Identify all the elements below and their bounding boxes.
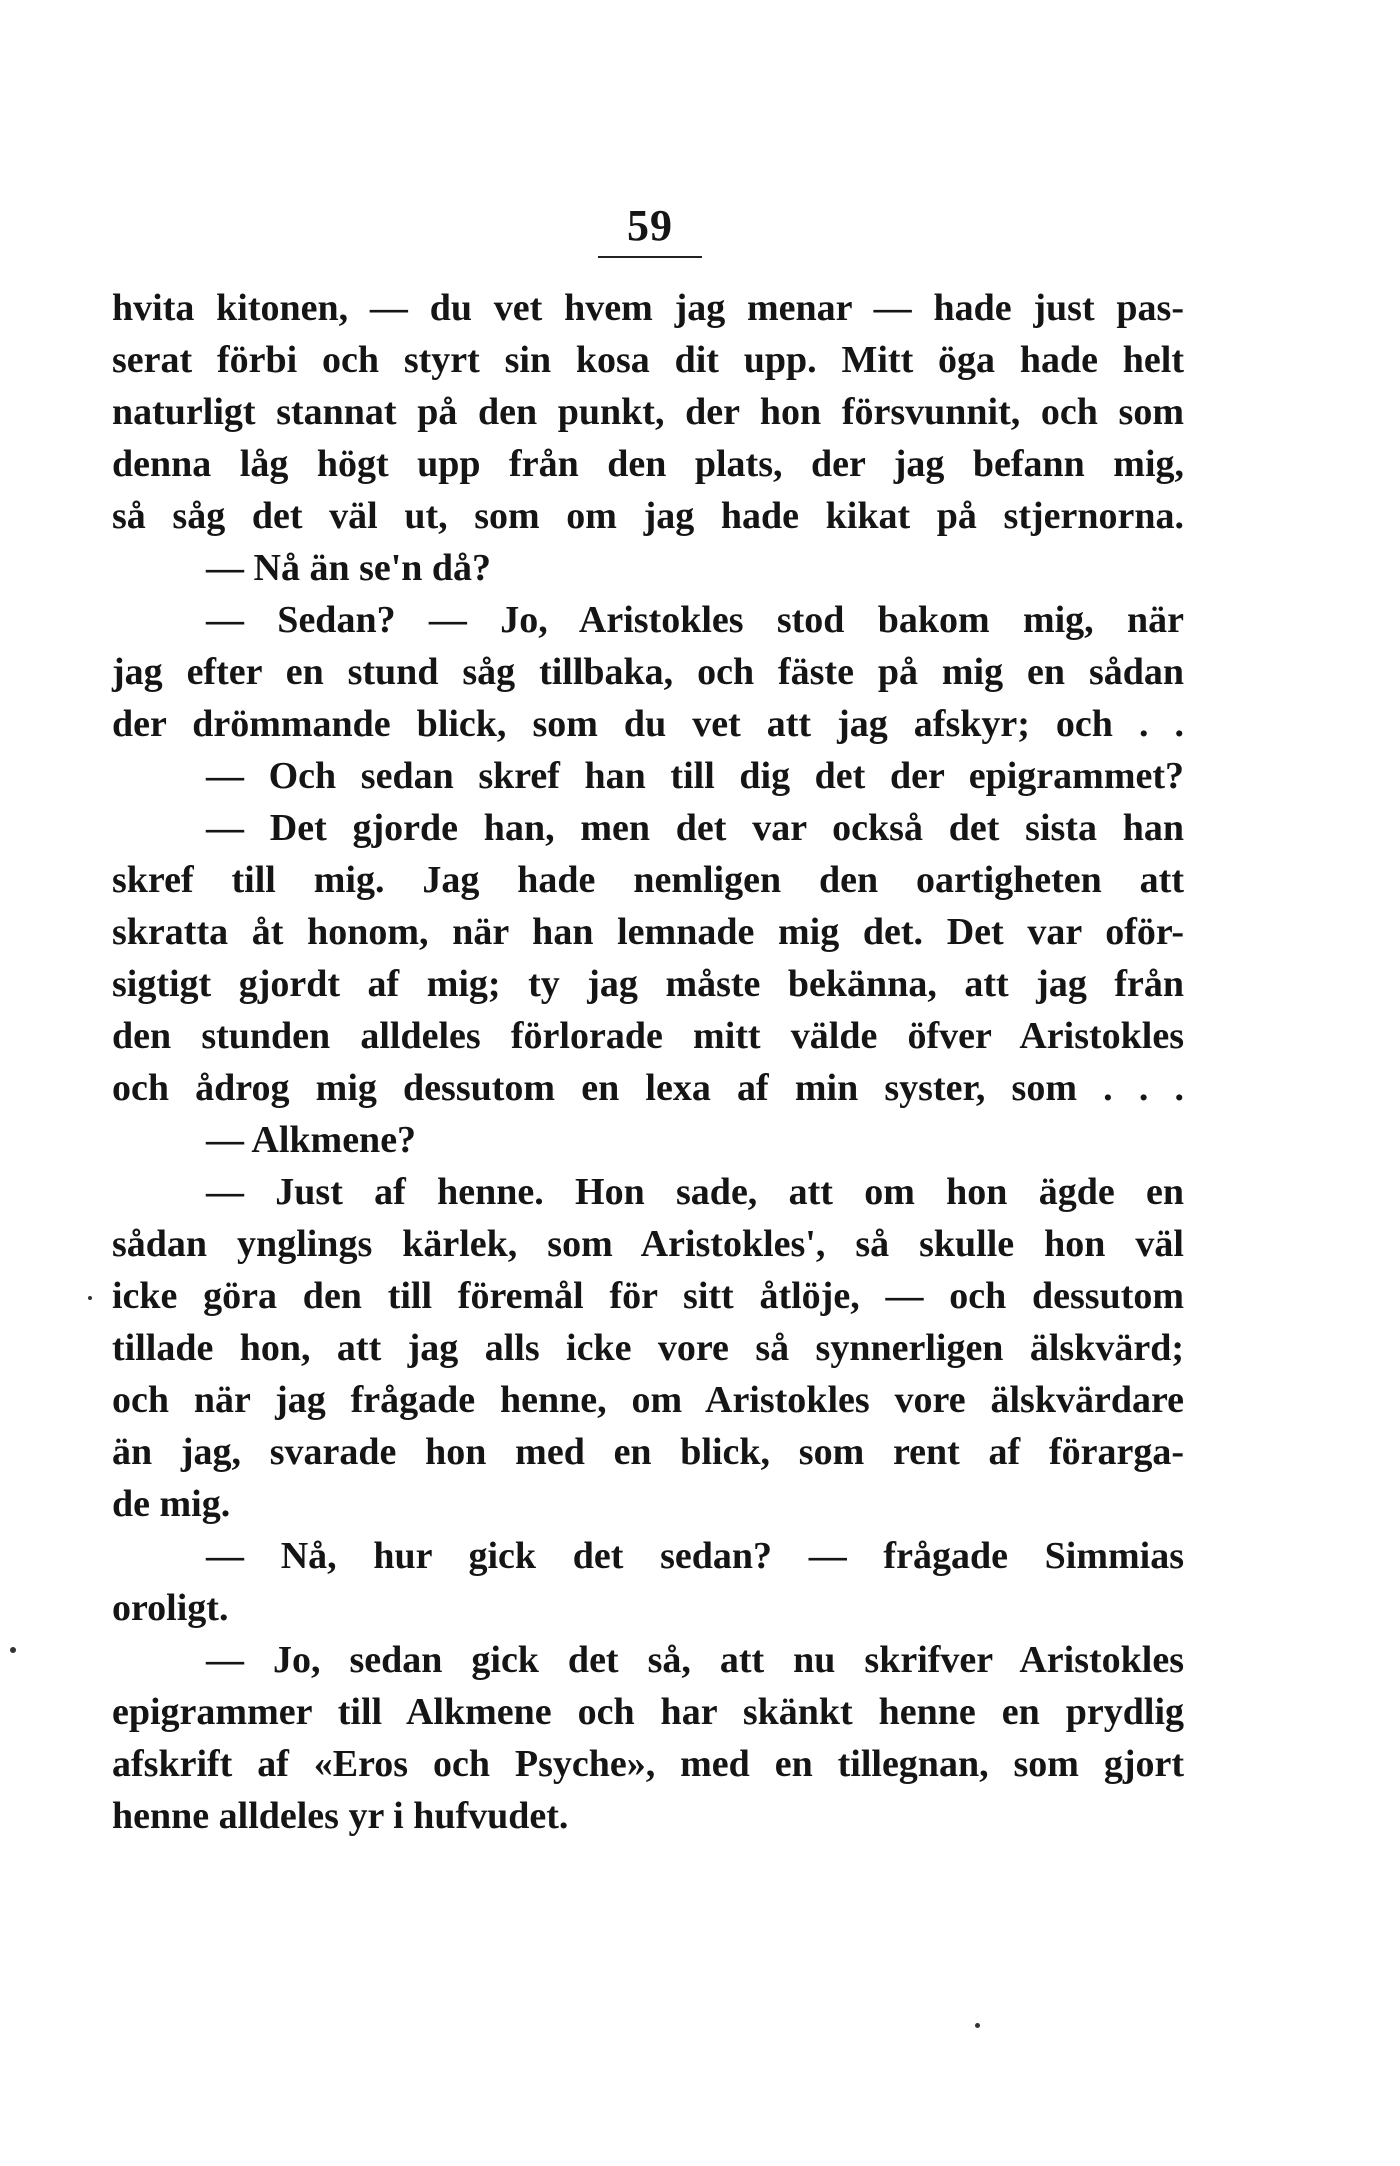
print-speck <box>88 1296 92 1300</box>
text-line: — Jo, sedan gick det så, att nu skrifver Aristokles <box>206 1639 1184 1681</box>
text-line: denna låg högt upp från den plats, der jag befann mig, <box>112 443 1184 485</box>
text-line: epigrammer till Alkmene och har skänkt henne en prydlig <box>112 1691 1184 1733</box>
print-speck <box>975 2023 980 2028</box>
text-line: afskrift af «Eros och Psyche», med en tillegnan, som gjort <box>112 1743 1184 1785</box>
text-line: och när jag frågade henne, om Aristokles vore älskvärdare <box>112 1379 1184 1421</box>
text-line: der drömmande blick, som du vet att jag afskyr; och . . <box>112 703 1184 745</box>
text-line: skref till mig. Jag hade nemligen den oartigheten att <box>112 859 1184 901</box>
text-line: skratta åt honom, när han lemnade mig det. Det var oför- <box>112 911 1184 953</box>
text-line: så såg det väl ut, som om jag hade kikat på stjernorna. <box>112 495 1184 537</box>
text-line: icke göra den till föremål för sitt åtlöje, — och dessutom <box>112 1275 1184 1317</box>
page-number: 59 <box>627 201 673 250</box>
text-line: än jag, svarade hon med en blick, som rent af förarga- <box>112 1431 1184 1473</box>
text-line: — Alkmene? <box>206 1119 417 1161</box>
text-line: — Och sedan skref han till dig det der epigrammet? <box>206 755 1184 797</box>
text-line: — Det gjorde han, men det var också det sista han <box>206 807 1184 849</box>
text-line: de mig. <box>112 1483 231 1525</box>
body-text <box>112 282 1184 1842</box>
text-line: henne alldeles yr i hufvudet. <box>112 1795 569 1837</box>
text-line: oroligt. <box>112 1587 229 1629</box>
text-line: hvita kitonen, — du vet hvem jag menar — hade just pas- <box>112 287 1184 329</box>
page-number-rule <box>598 256 702 258</box>
text-line: tillade hon, att jag alls icke vore så synnerligen älskvärd; <box>112 1327 1184 1369</box>
text-line: den stunden alldeles förlorade mitt välde öfver Aristokles <box>112 1015 1184 1057</box>
text-line: — Just af henne. Hon sade, att om hon ägde en <box>206 1171 1184 1213</box>
print-speck <box>10 1647 16 1653</box>
text-line: — Sedan? — Jo, Aristokles stod bakom mig, när <box>206 599 1184 641</box>
text-line: sådan ynglings kärlek, som Aristokles', så skulle hon väl <box>112 1223 1184 1265</box>
text-line: naturligt stannat på den punkt, der hon försvunnit, och som <box>112 391 1184 433</box>
text-line: och ådrog mig dessutom en lexa af min syster, som . . . <box>112 1067 1184 1109</box>
text-line: jag efter en stund såg tillbaka, och fäste på mig en sådan <box>112 651 1184 693</box>
text-line: sigtigt gjordt af mig; ty jag måste bekänna, att jag från <box>112 963 1184 1005</box>
text-line: — Nå än se'n då? <box>206 547 492 589</box>
text-line: serat förbi och styrt sin kosa dit upp. Mitt öga hade helt <box>112 339 1184 381</box>
text-line: — Nå, hur gick det sedan? — frågade Simmias <box>206 1535 1184 1577</box>
